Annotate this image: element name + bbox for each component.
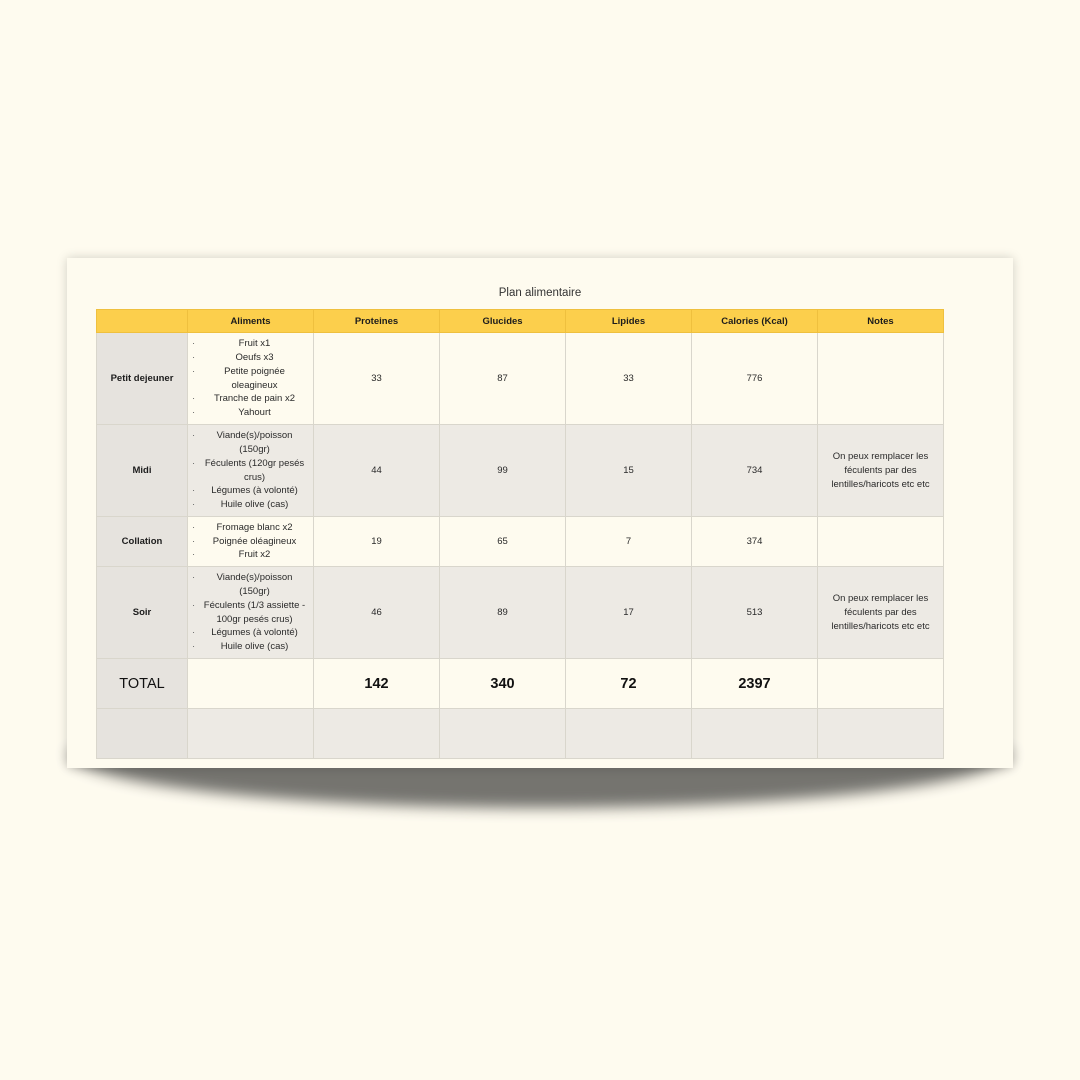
- aliments-cell: [188, 517, 314, 567]
- proteines-value: 46: [314, 567, 440, 659]
- list-item: · Fromage blanc x2: [192, 521, 307, 535]
- table-row: [97, 517, 944, 567]
- meal-plan-table: [96, 309, 944, 759]
- empty-cell: [440, 709, 566, 759]
- header-calories: Calories (Kcal): [692, 310, 818, 333]
- proteines-value: 19: [314, 517, 440, 567]
- notes-cell: [818, 333, 944, 425]
- aliments-cell: [188, 425, 314, 517]
- empty-row: [97, 709, 944, 759]
- header-glucides: Glucides: [440, 310, 566, 333]
- glucides-value: 89: [440, 567, 566, 659]
- header-row: [97, 310, 944, 333]
- list-item: · Féculents (120gr pesés crus): [192, 457, 307, 485]
- aliments-cell: [188, 333, 314, 425]
- total-row: [97, 659, 944, 709]
- document-sheet: [67, 258, 1013, 768]
- empty-cell: [692, 709, 818, 759]
- empty-cell: [97, 709, 188, 759]
- lipides-value: 33: [566, 333, 692, 425]
- total-calories: 2397: [692, 659, 818, 709]
- aliments-list: [188, 571, 313, 654]
- calories-value: 776: [692, 333, 818, 425]
- list-item: · Huile olive (cas): [192, 640, 307, 654]
- list-item: · Fruit x1: [192, 337, 307, 351]
- header-aliments: Aliments: [188, 310, 314, 333]
- notes-cell: On peux remplacer les féculents par des lentilles/haricots etc etc: [818, 425, 944, 517]
- empty-cell: [566, 709, 692, 759]
- header-proteines: Proteines: [314, 310, 440, 333]
- total-lipides: 72: [566, 659, 692, 709]
- glucides-value: 87: [440, 333, 566, 425]
- meal-name: Collation: [97, 517, 188, 567]
- list-item: · Petite poignée oleagineux: [192, 365, 307, 393]
- empty-cell: [314, 709, 440, 759]
- aliments-list: [188, 429, 313, 512]
- lipides-value: 17: [566, 567, 692, 659]
- list-item: · Légumes (à volonté): [192, 626, 307, 640]
- list-item: · Poignée oléagineux: [192, 535, 307, 549]
- meal-name: Midi: [97, 425, 188, 517]
- table-row: [97, 333, 944, 425]
- meal-name: Soir: [97, 567, 188, 659]
- total-notes-empty: [818, 659, 944, 709]
- proteines-value: 33: [314, 333, 440, 425]
- list-item: · Tranche de pain x2: [192, 392, 307, 406]
- total-label: TOTAL: [97, 659, 188, 709]
- meal-name: Petit dejeuner: [97, 333, 188, 425]
- list-item: · Féculents (1/3 assiette - 100gr pesés crus): [192, 599, 307, 627]
- notes-cell: On peux remplacer les féculents par des lentilles/haricots etc etc: [818, 567, 944, 659]
- list-item: · Viande(s)/poisson (150gr): [192, 429, 307, 457]
- empty-cell: [818, 709, 944, 759]
- list-item: · Viande(s)/poisson (150gr): [192, 571, 307, 599]
- list-item: · Fruit x2: [192, 548, 307, 562]
- table-row: [97, 425, 944, 517]
- notes-cell: [818, 517, 944, 567]
- list-item: · Légumes (à volonté): [192, 484, 307, 498]
- calories-value: 374: [692, 517, 818, 567]
- list-item: · Oeufs x3: [192, 351, 307, 365]
- total-proteines: 142: [314, 659, 440, 709]
- calories-value: 734: [692, 425, 818, 517]
- empty-cell: [188, 709, 314, 759]
- lipides-value: 15: [566, 425, 692, 517]
- total-glucides: 340: [440, 659, 566, 709]
- aliments-list: [188, 337, 313, 420]
- aliments-cell: [188, 567, 314, 659]
- header-empty: [97, 310, 188, 333]
- calories-value: 513: [692, 567, 818, 659]
- glucides-value: 65: [440, 517, 566, 567]
- list-item: · Huile olive (cas): [192, 498, 307, 512]
- header-notes: Notes: [818, 310, 944, 333]
- list-item: · Yahourt: [192, 406, 307, 420]
- glucides-value: 99: [440, 425, 566, 517]
- aliments-list: [188, 521, 313, 562]
- document-title: Plan alimentaire: [498, 287, 582, 299]
- lipides-value: 7: [566, 517, 692, 567]
- header-lipides: Lipides: [566, 310, 692, 333]
- proteines-value: 44: [314, 425, 440, 517]
- table-row: [97, 567, 944, 659]
- total-aliments-empty: [188, 659, 314, 709]
